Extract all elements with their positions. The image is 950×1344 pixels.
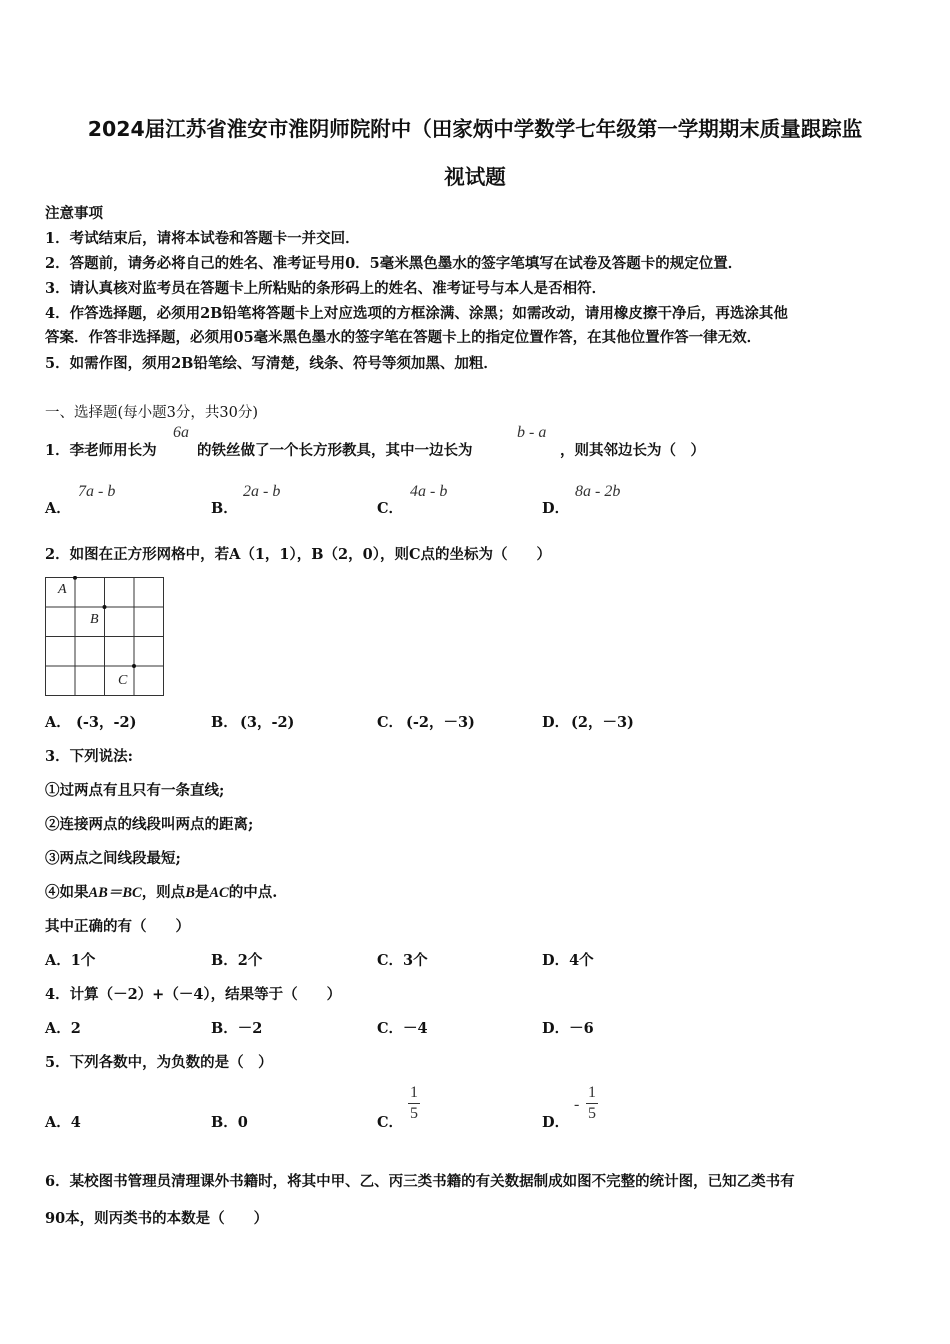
q3-stem: 3．下列说法: [45,748,133,765]
q3-item-1-text: 过两点有且只有一条直线; [59,782,225,799]
notice-item-1: 1．考试结束后，请将本试卷和答题卡一并交回． [45,230,360,247]
fraction-denominator: 5 [410,1105,418,1122]
q1-stem-post: ，则其邻边长为（ ） [560,442,705,459]
section-heading: 一、选择题(每小题3分，共30分) [45,405,258,421]
point-a-dot [73,576,77,580]
point-c-dot [132,664,136,668]
q1-option-d-value: 8a - 2b [575,483,621,500]
q4-option-d-label: D． [542,1020,570,1037]
q3-option-b[interactable] [211,949,262,970]
q2-option-b-value: (3，-2) [240,714,295,731]
q4-option-b-value: －2 [237,1020,263,1037]
notice-item-5: 5．如需作图，须用2B铅笔绘、写清楚，线条、符号等须加黑、加粗． [45,355,498,372]
q1-option-a-value: 7a - b [78,483,116,500]
q3-item-4-mid: ，则点 [141,884,186,901]
q3-item-4 [45,881,277,902]
notice-item-4: 4．作答选择题，必须用2B铅笔将答题卡上对应选项的方框涂满、涂黑；如需改动，请用橡皮擦干净后，再选涂其他 [45,305,788,322]
q3-item-4-mid2: 是 [194,884,210,901]
q1-option-b-value: 2a - b [243,483,281,500]
q2-option-d-value: (2，－3) [571,714,634,731]
q2-option-a-label[interactable]: A． [45,714,71,731]
q1-expr-6a: 6a [173,424,189,441]
q5-option-c-label[interactable]: C． [377,1114,404,1131]
q3-option-d[interactable] [542,949,594,970]
notice-heading: 注意事项 [45,205,103,222]
q5-stem: 5．下列各数中，为负数的是（ ） [45,1054,273,1071]
q3-item-3 [45,847,181,868]
q5-option-b-label: B． [211,1114,238,1131]
q2-option-d-label[interactable]: D． [542,714,570,731]
q1-option-c-label[interactable]: C． [377,500,404,517]
circled-number-2: ② [45,816,60,833]
q3-option-a-value: 1个 [70,952,96,969]
notice-item-4-cont: 答案．作答非选择题，必须用05毫米黑色墨水的签字笔在答题卡上的指定位置作答，在其他位置作答一律无效． [45,329,762,346]
q5-option-d-fraction [586,1084,598,1123]
circled-number-1: ① [45,782,60,799]
q4-option-a[interactable] [45,1017,81,1038]
q5-option-a-label: A． [45,1114,71,1131]
q5-option-d-sign: - [574,1096,580,1113]
q3-item-4-post: 的中点. [228,884,278,901]
q3-option-d-value: 4个 [569,952,594,969]
q5-option-b-value: 0 [237,1114,248,1131]
point-b-dot [103,605,107,609]
q3-option-c-value: 3个 [403,952,428,969]
q4-option-c-label: C． [377,1020,404,1037]
q1-stem-pre: 1．李老师用长为 [45,442,157,459]
q3-option-a[interactable] [45,949,95,970]
q5-option-a-value: 4 [70,1114,81,1131]
q4-option-a-value: 2 [70,1020,81,1037]
q4-option-c[interactable] [377,1017,428,1038]
notice-item-3: 3．请认真核对监考员在答题卡上所粘贴的条形码上的姓名、准考证号与本人是否相符． [45,280,607,297]
label-c: C [118,673,128,688]
q3-item-4-pre: 如果 [59,884,89,901]
q4-option-b[interactable] [211,1017,262,1038]
q4-stem: 4．计算（－2）+（－4），结果等于（ ） [45,986,342,1003]
q5-option-d-label[interactable]: D． [542,1114,570,1131]
q6-stem-line2: 90本，则丙类书的本数是（ ） [45,1210,269,1227]
q2-grid-figure [44,576,166,698]
label-b: B [90,612,99,627]
q3-option-a-label: A． [45,952,71,969]
fraction-bar [408,1103,420,1104]
q2-stem: 2．如图在正方形网格中，若A（1，1），B（2，0），则C点的坐标为（ ） [45,546,551,563]
q4-option-d-value: －6 [569,1020,594,1037]
fraction-numerator: 1 [588,1084,596,1101]
q3-option-d-label: D． [542,952,570,969]
q1-option-a-label[interactable]: A． [45,500,71,517]
q5-option-a[interactable] [45,1111,81,1132]
q3-option-c-label: C． [377,952,404,969]
fraction-bar [586,1103,598,1104]
q3-item-1 [45,779,224,800]
q3-item-4-segment: AC [209,885,229,901]
circled-number-4: ④ [45,884,60,901]
q4-option-a-label: A． [45,1020,71,1037]
q2-option-c-label[interactable]: C． [377,714,404,731]
q3-ask: 其中正确的有（ ） [45,918,190,935]
q3-option-b-value: 2个 [237,952,263,969]
q4-option-d[interactable] [542,1017,594,1038]
q1-option-d-label[interactable]: D． [542,500,570,517]
q3-item-2-text: 连接两点的线段叫两点的距离; [59,816,254,833]
fraction-numerator: 1 [410,1084,418,1101]
fraction-denominator: 5 [588,1105,596,1122]
q3-item-4-point: B [185,885,195,901]
q3-option-c[interactable] [377,949,428,970]
q3-item-4-eq: AB＝BC [88,885,142,901]
q1-option-c-value: 4a - b [410,483,448,500]
label-a: A [58,582,67,597]
notice-item-2: 2．答题前，请务必将自己的姓名、准考证号用0．5毫米黑色墨水的签字笔填写在试卷及答题卡的规定位置． [45,255,743,272]
q1-stem-mid: 的铁丝做了一个长方形教具，其中一边长为 [197,442,473,459]
circled-number-3: ③ [45,850,60,867]
q2-option-c-value: (-2，－3) [406,714,475,731]
q3-item-2 [45,813,253,834]
q4-option-c-value: －4 [403,1020,428,1037]
q3-option-b-label: B． [211,952,238,969]
q3-item-3-text: 两点之间线段最短; [59,850,181,867]
q6-stem-line1: 6．某校图书管理员清理课外书籍时，将其中甲、乙、丙三类书籍的有关数据制成如图不完整的统计图，已知乙类书有 [45,1173,795,1190]
page-title-line1: 2024届江苏省淮安市淮阴师院附中（田家炳中学数学七年级第一学期期末质量跟踪监 [87,117,863,141]
q2-option-b-label[interactable]: B． [211,714,238,731]
q4-option-b-label: B． [211,1020,238,1037]
q1-expr-b-minus-a: b - a [517,424,547,441]
q5-option-c-fraction [408,1084,420,1123]
page-title-line2: 视试题 [444,165,506,189]
q1-option-b-label[interactable]: B． [211,500,238,517]
q2-option-a-value: (-3，-2) [76,714,137,731]
q5-option-b[interactable] [211,1111,248,1132]
